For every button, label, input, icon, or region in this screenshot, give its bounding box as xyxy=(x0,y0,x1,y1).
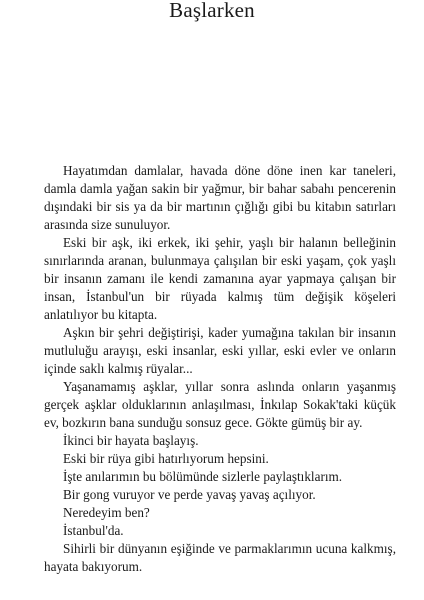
paragraph: Neredeyim ben? xyxy=(63,505,150,520)
paragraph: Yaşanamamış aşklar, yıllar sonra aslında onların yaşanmış gerçek aşklar olduklarının anlaşılması, İnkılap Sokak'taki küçük ev, bozkırın bana sunduğu sonsuz gece. Gökte gümüş bir ay. xyxy=(44,379,396,430)
paragraph: Hayatımdan damlalar, havada döne döne inen kar taneleri, damla damla yağan sakin bir yağmur, bir bahar sabahı pencerenin dışındaki bir sis ya da bir martının çığlığı gibi bu kitabın satırları arasında size sunuluyor. xyxy=(44,163,396,232)
paragraph: İşte anılarımın bu bölümünde sizlerle paylaştıklarım. xyxy=(63,469,343,484)
paragraph: Sihirli bir dünyanın eşiğinde ve parmaklarımın ucuna kalkmış, hayata bakıyorum. xyxy=(44,541,396,574)
paragraph: Eski bir rüya gibi hatırlıyorum hepsini. xyxy=(63,451,269,466)
paragraph: İkinci bir hayata başlayış. xyxy=(63,433,199,448)
paragraph: Aşkın bir şehri değiştirişi, kader yumağına takılan bir insanın mutluluğu arayışı, eski insanlar, eski yıllar, eski evler ve onların içinde saklı kalmış rüyalar... xyxy=(44,325,396,376)
paragraph: Bir gong vuruyor ve perde yavaş yavaş açılıyor. xyxy=(63,487,316,502)
chapter-title: Başlarken xyxy=(169,0,255,22)
chapter-body xyxy=(44,162,396,576)
paragraph: Eski bir aşk, iki erkek, iki şehir, yaşlı bir halanın belleğinin sınırlarında aranan, bulunmaya çalışılan bir eski yaşam, çok yaşlı bir insanın zamanı ile kendi zamanına ayar yapmaya çalışan bir insan, İstanbul'un bir rüyada kalmış tüm değişik köşeleri anlatılıyor bu kitapta. xyxy=(44,235,396,322)
paragraph: İstanbul'da. xyxy=(63,523,124,538)
